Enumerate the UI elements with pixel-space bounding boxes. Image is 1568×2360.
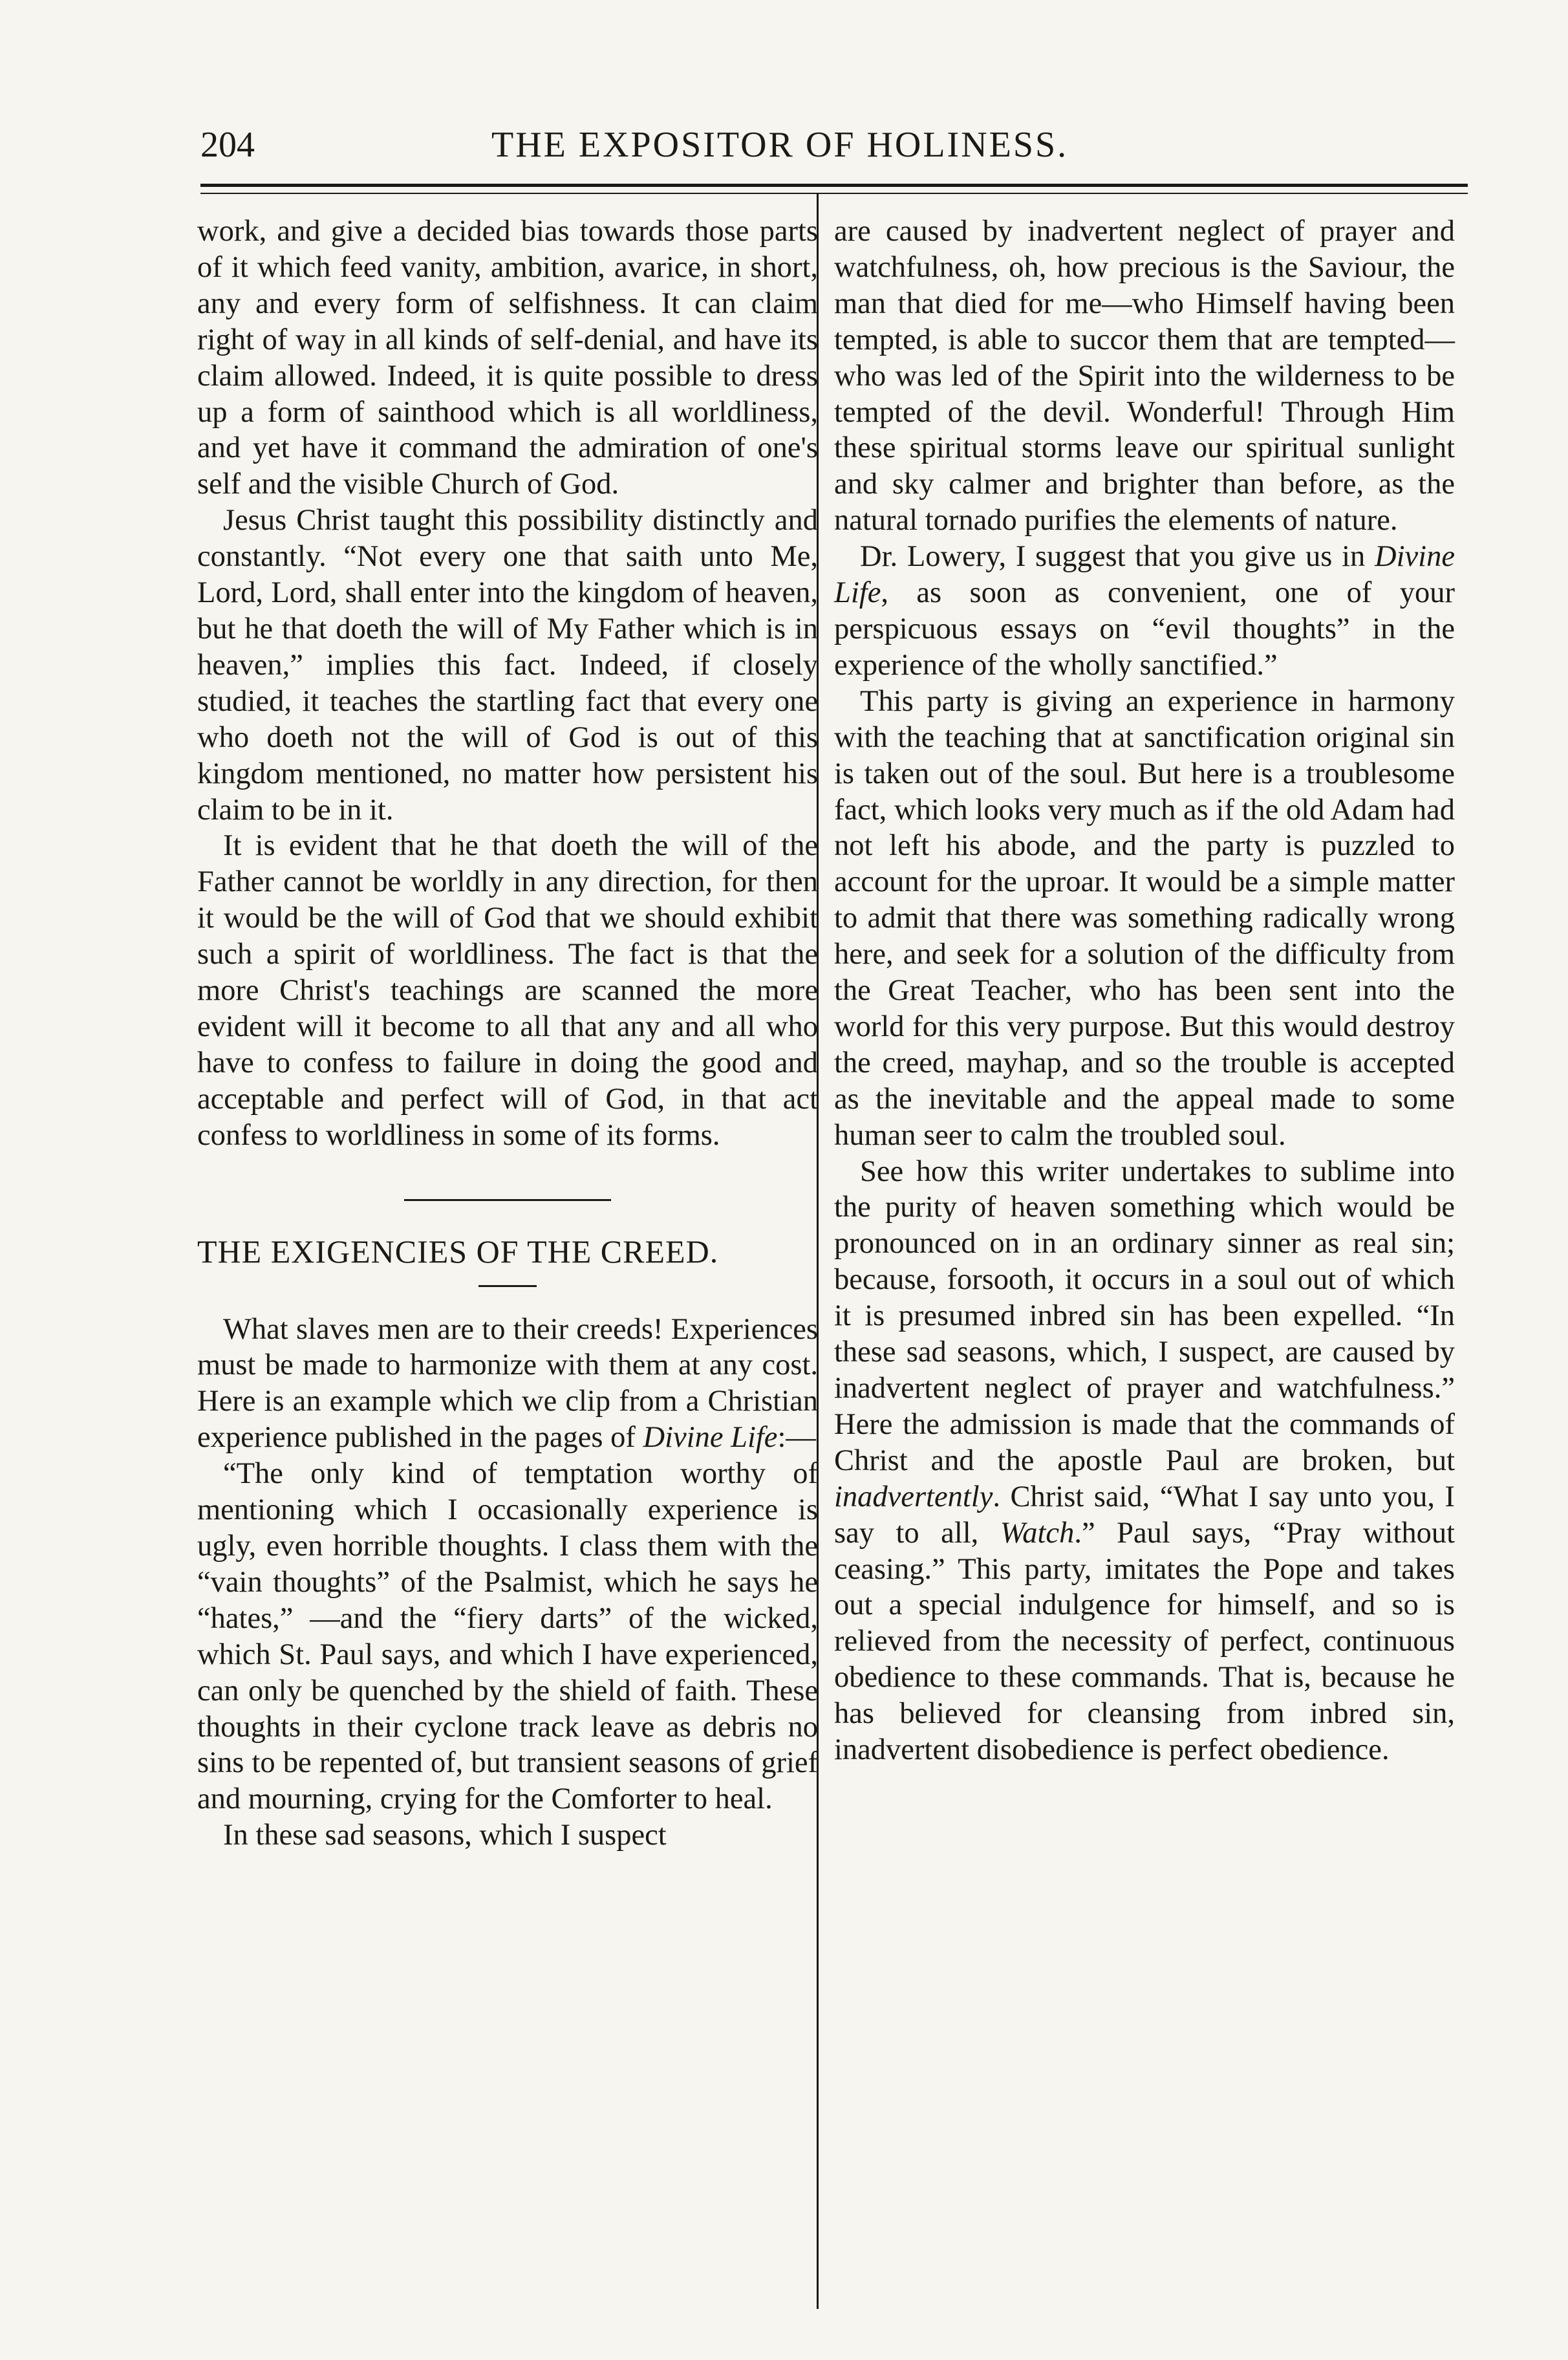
left-paragraph-4-italic: Divine Life xyxy=(643,1421,778,1455)
right-paragraph-4-b: . Christ said, “What I say unto you, I say to all, xyxy=(834,1480,1455,1550)
left-paragraph-4-text: What slaves men are to their creeds! Experiences must be made to harmonize with them at any cost. Here is an example which we clip from a Christian experience published in the pages of xyxy=(197,1312,818,1455)
right-paragraph-3: This party is giving an experience in harmony with the teaching that at sanctification original sin is taken out of the soul. But here is a troublesome fact, which looks very much as if the old Adam had not left his abode, and the party is puzzled to account for the uproar. It would be a simple matter to admit that there was something radically wrong here, and seek for a solution of the difficulty from the Great Teacher, who has been sent into the world for this very purpose. But this would destroy the creed, mayhap, and so the trouble is accepted as the inevitable and the appeal made to some human seer to calm the troubled soul. xyxy=(834,684,1455,1152)
right-paragraph-4 xyxy=(834,1154,1455,1768)
right-paragraph-2-a: Dr. Lowery, I suggest that you give us in xyxy=(860,540,1375,574)
page-header xyxy=(0,124,1568,176)
right-paragraph-2-italic: Divine Life xyxy=(834,540,1455,610)
left-paragraph-4 xyxy=(197,1312,818,1456)
running-title: THE EXPOSITOR OF HOLINESS. xyxy=(491,125,1069,165)
right-paragraph-2 xyxy=(834,539,1455,684)
left-paragraph-3: It is evident that he that doeth the will of the Father cannot be worldly in any direction, for then it would be the will of God that we should exhibit such a spirit of worldliness. The fact is that the more Christ's teachings are scanned the more evident will it become to all that any and all who have to confess to failure in doing the good and acceptable and perfect will of God, in that act confess to worldliness in some of its forms. xyxy=(197,829,818,1152)
section-divider xyxy=(404,1199,611,1201)
title-short-rule xyxy=(478,1285,537,1287)
right-paragraph-1: are caused by inadvertent neglect of prayer and watchfulness, oh, how precious is the Saviour, the man that died for me—who Himself having been tempted, is able to succor them that are tempted—who was led of the Spirit into the wilderness to be tempted of the devil. Wonderful! Through Him these spiritual storms leave our spiritual sunlight and sky calmer and brighter than before, as the natural tornado purifies the elements of nature. xyxy=(834,215,1455,537)
left-paragraph-2: Jesus Christ taught this possibility distinctly and constantly. “Not every one that saith unto Me, Lord, Lord, shall enter into the kingdom of heaven, but he that doeth the will of My Father which is in heaven,” implies this fact. Indeed, if closely studied, it teaches the startling fact that every one who doeth not the will of God is out of this kingdom mentioned, no matter how persistent his claim to be in it. xyxy=(197,504,818,827)
right-paragraph-4-italic-1: inadvertently xyxy=(834,1480,993,1513)
right-paragraph-2-b: , as soon as convenient, one of your perspicuous essays on “evil thoughts” in the experience of the wholly sanctified.” xyxy=(834,576,1455,682)
header-rule-thin xyxy=(200,193,1468,194)
left-paragraph-4-end: :— xyxy=(777,1421,816,1455)
right-paragraph-4-c: .” Paul says, “Pray without ceasing.” This party, imitates the Pope and takes out a special indulgence for himself, and so is relieved from the necessity of perfect, continuous obedience to these commands. That is, because he has believed for cleansing from inbred sin, inadvertent disobedience is perfect obedience. xyxy=(834,1516,1455,1767)
left-paragraph-5: “The only kind of temptation worthy of mentioning which I occasionally experience is ugly, even horrible thoughts. I class them with the “vain thoughts” of the Psalmist, which he says he “hates,” —and the “fiery darts” of the wicked, which St. Paul says, and which I have experienced, can only be quenched by the shield of faith. These thoughts in their cyclone track leave as debris no sins to be repented of, but transient seasons of grief and mourning, crying for the Comforter to heal. xyxy=(197,1457,818,1816)
left-paragraph-6: In these sad seasons, which I suspect xyxy=(223,1819,667,1852)
page-number: 204 xyxy=(200,125,255,165)
right-paragraph-4-italic-2: Watch xyxy=(1000,1516,1075,1550)
right-column xyxy=(834,213,1455,1768)
left-paragraph-1: work, and give a decided bias towards those parts of it which feed vanity, ambition, avarice, in short, any and every form of selfishness. It can claim right of way in all kinds of self-denial, and have its claim allowed. Indeed, it is quite possible to dress up a form of sainthood which is all worldliness, and yet have it command the admiration of one's self and the visible Church of God. xyxy=(197,215,818,501)
header-rule-thick xyxy=(200,184,1468,187)
right-paragraph-4-a: See how this writer undertakes to sublime into the purity of heaven something which would be pronounced on in an ordinary sinner as real sin; because, forsooth, it occurs in a soul out of which it is presumed inbred sin has been expelled. “In these sad seasons, which, I suspect, are caused by inadvertent neglect of prayer and watchfulness.” Here the admission is made that the commands of Christ and the apostle Paul are broken, but xyxy=(834,1154,1455,1477)
left-column xyxy=(197,213,818,1854)
section-title: THE EXIGENCIES OF THE CREED. xyxy=(197,1233,719,1270)
